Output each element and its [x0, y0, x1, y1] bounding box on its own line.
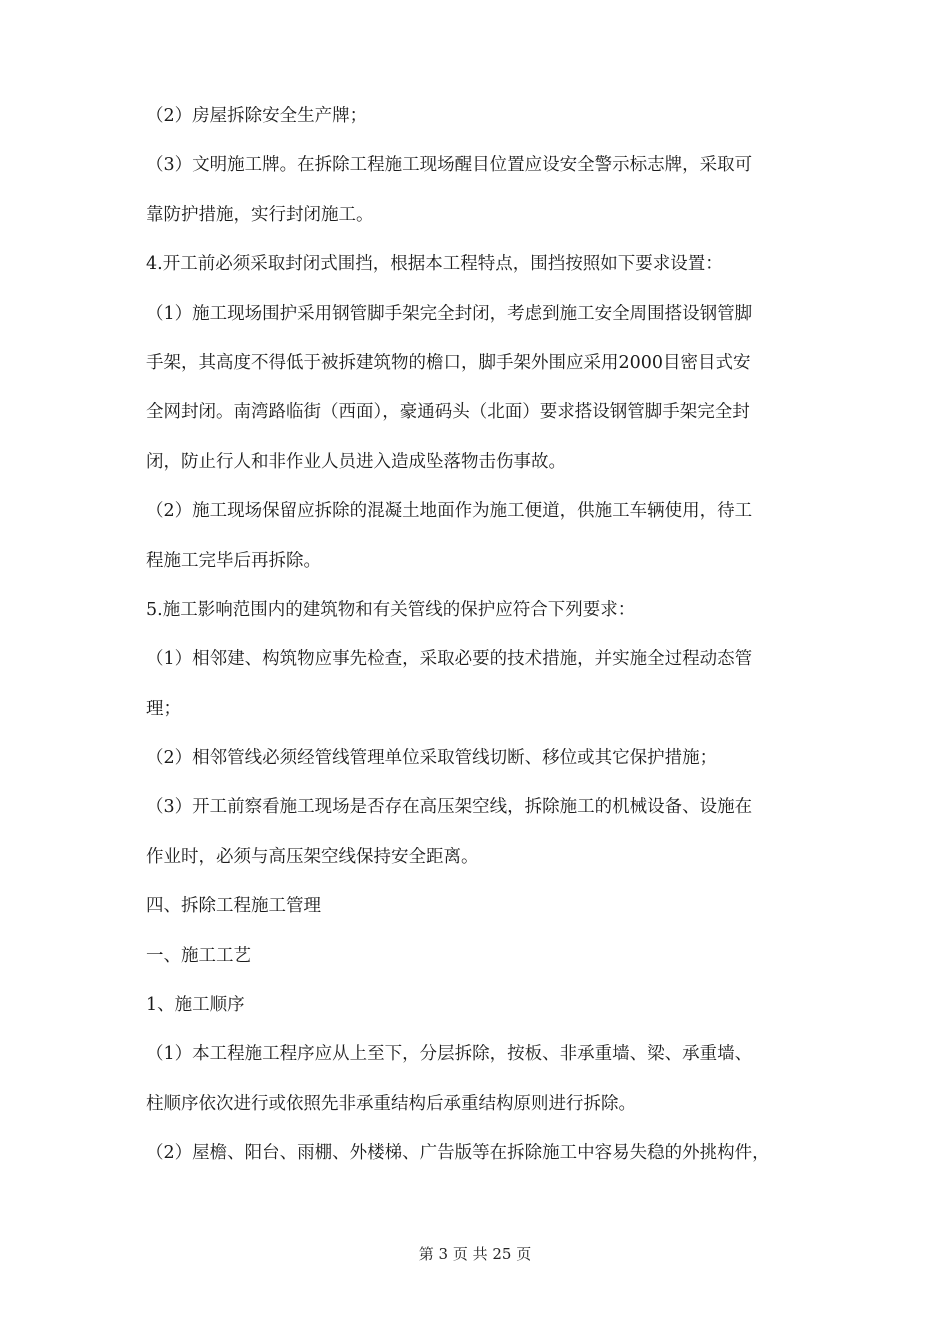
text-line: 闭，防止行人和非作业人员进入造成坠落物击伤事故。 — [146, 451, 566, 472]
text-line: （2）施工现场保留应拆除的混凝土地面作为施工便道，供施工车辆使用，待工 — [146, 501, 753, 522]
text-line: （1）施工现场围护采用钢管脚手架完全封闭，考虑到施工安全周围搭设钢管脚 — [146, 303, 753, 324]
document-body — [146, 104, 810, 1191]
text-line: 全网封闭。南湾路临街（西面），豪通码头（北面）要求搭设钢管脚手架完全封 — [146, 402, 750, 423]
page-number-footer: 第 3 页 共 25 页 — [418, 1245, 532, 1263]
text-line: 理； — [146, 698, 181, 719]
section-heading: 1、施工顺序 — [146, 995, 245, 1016]
text-line: 柱顺序依次进行或依照先非承重结构后承重结构原则进行拆除。 — [146, 1093, 636, 1114]
text-line: 5.施工影响范围内的建筑物和有关管线的保护应符合下列要求： — [146, 599, 636, 620]
text-line: （1）相邻建、构筑物应事先检查，采取必要的技术措施，并实施全过程动态管 — [146, 649, 753, 670]
section-heading: 四、拆除工程施工管理 — [146, 896, 321, 917]
text-line: 作业时，必须与高压架空线保持安全距离。 — [146, 846, 479, 867]
text-line: 程施工完毕后再拆除。 — [146, 550, 321, 571]
text-line: （1）本工程施工程序应从上至下，分层拆除，按板、非承重墙、梁、承重墙、 — [146, 1044, 753, 1065]
text-line: （3）文明施工牌。在拆除工程施工现场醒目位置应设安全警示标志牌，采取可 — [146, 155, 753, 176]
text-line: （3）开工前察看施工现场是否存在高压架空线，拆除施工的机械设备、设施在 — [146, 797, 753, 818]
text-line: （2）房屋拆除安全生产牌； — [146, 106, 368, 126]
text-line: （2）相邻管线必须经管线管理单位采取管线切断、移位或其它保护措施； — [146, 748, 718, 769]
text-line: 手架，其高度不得低于被拆建筑物的檐口，脚手架外围应采用2000目密目式安 — [146, 352, 751, 373]
text-line: （2）屋檐、阳台、雨棚、外楼梯、广告版等在拆除施工中容易失稳的外挑构件， — [146, 1143, 770, 1164]
text-line: 4.开工前必须采取封闭式围挡，根据本工程特点，围挡按照如下要求设置： — [146, 254, 723, 275]
section-heading: 一、施工工艺 — [146, 945, 251, 966]
text-line: 靠防护措施，实行封闭施工。 — [146, 204, 374, 225]
